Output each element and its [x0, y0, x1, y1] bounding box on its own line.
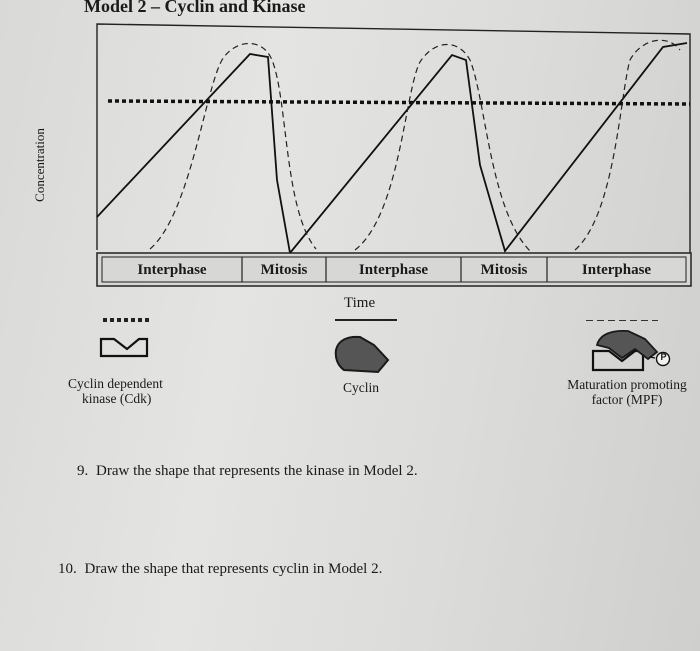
phase-label-mitosis: Mitosis	[480, 261, 528, 278]
cdk-caption-line1: Cyclin dependent	[68, 376, 163, 391]
phosphate-label: P	[660, 352, 667, 362]
question-10	[58, 561, 382, 578]
mpf-caption-line2: factor (MPF)	[591, 392, 663, 407]
cyclin-concentration-line	[97, 43, 687, 253]
phase-label-interphase: Interphase	[358, 261, 429, 278]
phase-label-interphase: Interphase	[137, 261, 207, 278]
question-text: Draw the shape that represents cyclin in Model 2.	[84, 561, 383, 577]
plot-frame	[97, 24, 690, 258]
question-number: 9.	[77, 463, 89, 479]
phase-label-mitosis: Mitosis	[260, 261, 308, 278]
time-underline	[335, 319, 397, 321]
mpf-caption-line1: Maturation promoting	[567, 377, 687, 392]
cyclin-caption: Cyclin	[343, 380, 379, 395]
y-axis-label: Concentration	[32, 128, 47, 202]
mpf-legend-dashed-line	[586, 320, 658, 321]
question-text: Draw the shape that represents the kinase in Model 2.	[96, 463, 418, 479]
x-axis-label: Time	[344, 295, 376, 311]
mpf-shape-icon	[593, 331, 670, 370]
model-title: Model 2 – Cyclin and Kinase	[84, 0, 306, 16]
cdk-shape-icon	[101, 339, 147, 356]
mpf-activity-line	[150, 40, 680, 251]
cdk-level-line	[108, 101, 690, 104]
cyclin-shape-icon	[336, 337, 388, 372]
cdk-caption	[68, 376, 163, 406]
cdk-caption-line2: kinase (Cdk)	[82, 391, 152, 406]
phase-label-interphase: Interphase	[581, 261, 652, 278]
mpf-caption	[554, 377, 700, 407]
question-9	[77, 463, 418, 480]
question-number: 10.	[58, 561, 77, 577]
cdk-legend-dotted-line	[103, 318, 151, 322]
